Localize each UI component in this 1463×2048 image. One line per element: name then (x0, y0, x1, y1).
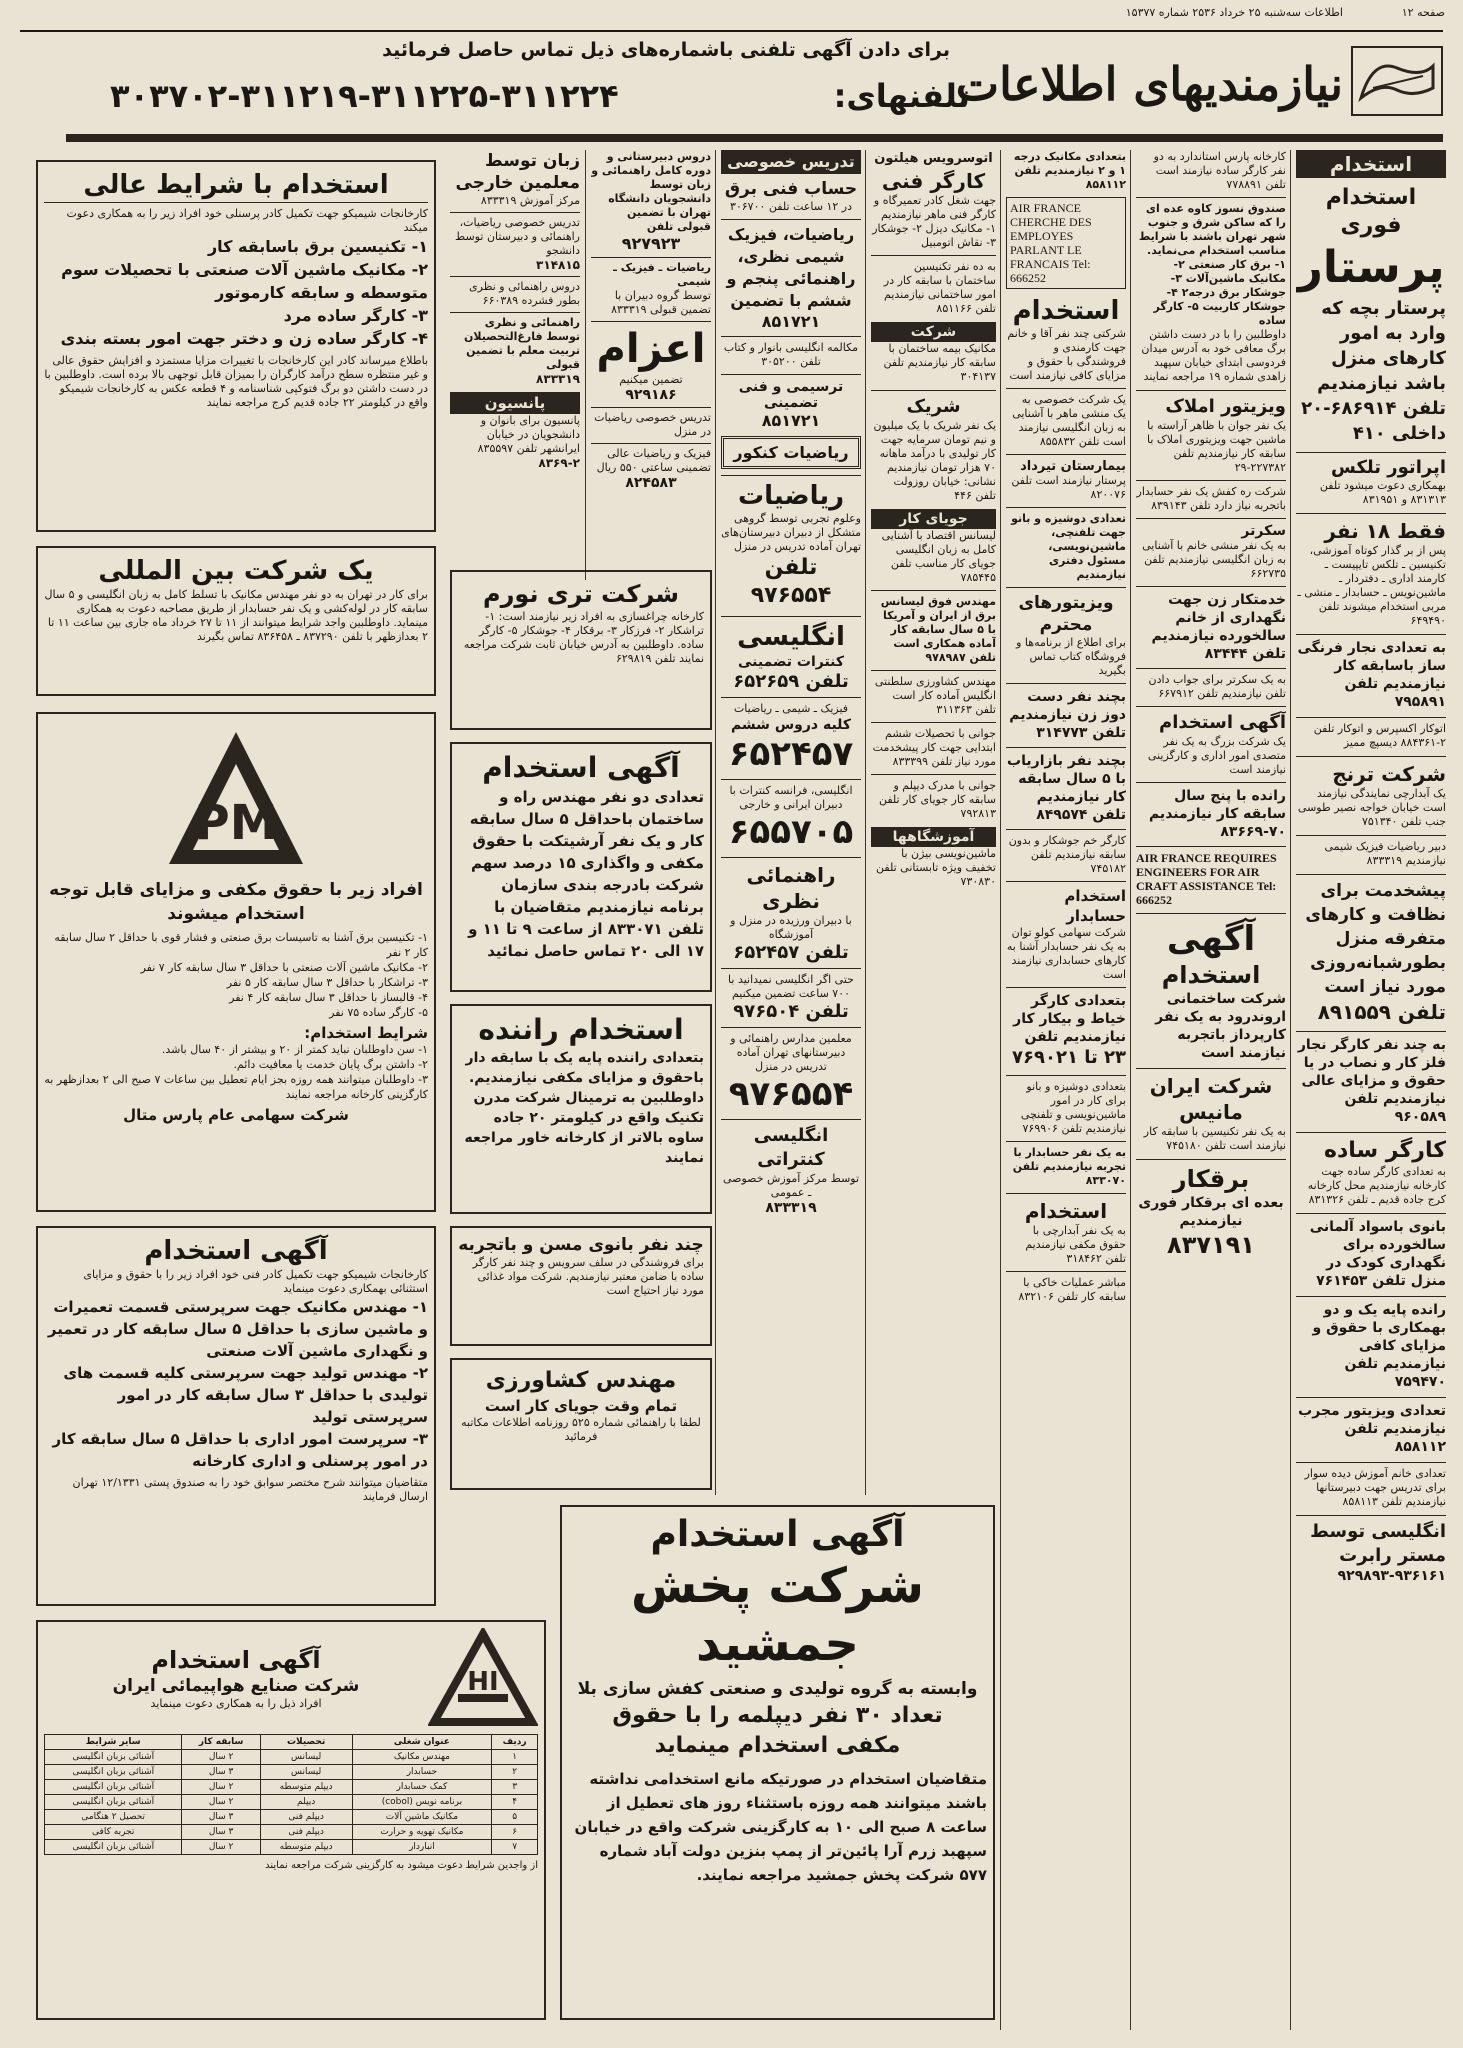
ad-physics-chem: فیزیک ـ شیمی ـ ریاضیات (721, 697, 861, 716)
ad-graduates-phone: ۸۳۳۳۱۹ (536, 372, 580, 386)
ad-highschool-phone: ۹۲۷۹۲۳ (621, 234, 681, 253)
ad-sixth-phone: ۶۵۲۴۵۷ (728, 734, 854, 774)
ad-jamshid-title2: شرکت پخش (631, 1558, 924, 1614)
ad-technicians: به ده نفر تکنیسین ساختمان با سابقه کار در امور ساختمانی نیازمندیم تلفن ۸۵۱۱۶۶ (871, 255, 996, 316)
table-cell: کمک حسابدار (352, 1780, 492, 1795)
table-cell: آشنائی بزبان انگلیسی (45, 1765, 182, 1780)
ad-700hours: حتی اگر انگلیسی نمیدانید با ۷۰۰ ساعت تضمین میکنیم (721, 968, 861, 1001)
ad-nurse-body: پرستار بچه که وارد به امور کار‌های منزل باشد نیازمندیم تلفن ۶۸۶۹۱۴-۲۰ داخلی ۴۱۰ (1301, 298, 1446, 444)
aircraft-logo-icon (428, 1628, 538, 1728)
table-cell: حسابدار (352, 1765, 492, 1780)
ad-realestate-body: یک نفر جوان با ظاهر آراسته با ماشین جهت ویزیتوری املاک با سابقه کار نیازمندیم تلفن ۲۲۷۳۸۲-۲۹ (1146, 419, 1286, 474)
ad-jamshid-line2: مکفی استخدام مینماید (654, 1733, 901, 1758)
ad-jamshid-line1: تعداد ۳۰ نفر دیپلمه را با حقوق (612, 1703, 943, 1728)
ad-aircraft-company: شرکت صنایع هواپیمائی ایران (112, 1676, 360, 1696)
table-cell: دیپلم متوسطه (260, 1840, 352, 1855)
ad-guidance-body: با دبیران ورزیده در منزل و آموزشگاه (730, 914, 852, 941)
masthead-phones (110, 72, 970, 122)
table-cell: ۵ (492, 1810, 538, 1825)
ad-private-secretary: یک شرکت خصوصی به یک منشی ماهر با آشنایی به زبان انگلیسی نیازمند است تلفن ۸۵۵۸۳۲ (1006, 388, 1126, 449)
ad-sewing-title: بتعدادی کارگر خیاط و بیکار کار نیازمندیم تلفن (1006, 987, 1126, 1046)
ad-ezam-body: تضمین میکنیم (619, 373, 683, 386)
ad-math-body: وعلوم تجربی توسط گروهی متشکل از دبیران دبیرستان‌های تهران آماده تدریس در منزل (721, 512, 861, 553)
ad-laborer-title: کارگر ساده (1296, 1132, 1446, 1165)
ad-private-math: تدریس خصوصی ریاضیات در منزل (591, 407, 711, 439)
ad-teachers: معلمین مدارس راهنمائی و دبیرستانهای تهران آماده تدریس در منزل (721, 1027, 861, 1074)
ad-pars-metal-list (44, 930, 428, 1020)
ad-kaveh-list: ۱- برق کار صنعتی ۲- مکانیک ماشین‌آلات ۳- جوشکار برق درجه۲ ۴- جوشکار کاربیت ۵- کارگر ساده (1153, 258, 1286, 327)
ad-hire-title: استخدام (1012, 296, 1120, 326)
ad-tailor: بچند نفر دست دوز زن نیازمندیم تلفن ۳۱۴۷۷۳ (1006, 683, 1126, 742)
table-header-cell: سابقه کار (182, 1735, 260, 1750)
ad-electric-math-title: حساب فنی برق (724, 179, 858, 199)
ad-teachers-phone: ۹۷۶۵۵۴ (728, 1074, 854, 1114)
ad-trinorm-title: شرکت تری نورم (482, 580, 679, 608)
table-cell: تحصیل ۲ هنگامی (45, 1810, 182, 1825)
ad-intensive: دروس راهنمائی و نظری بطور فشرده ۶۶۰۳۸۹ (450, 276, 580, 308)
list-item: ۲- مکانیک ماشین آلات صنعتی با تحصیلات سوم متوسطه و سابقه کارموتور (61, 260, 428, 302)
ad-accountant-title: استخدام حسابدار (1006, 881, 1126, 926)
ad-electrician-body: بعده ای برقکار فوری نیازمندیم (1138, 1195, 1284, 1229)
table-cell: ۳ (492, 1780, 538, 1795)
pm-logo-text: PM (194, 795, 278, 851)
ad-graduates: راهنمائی و نظری توسط فارغ‌التحصیلان تربیت معلم با تضمین قبولی (450, 312, 580, 372)
ad-company-header: شرکت (871, 322, 996, 342)
ad-visitor-body: تعدادی ویزیتور مجرب نیازمندیم تلفن ۸۵۸۱۱۲ (1296, 1397, 1446, 1456)
table-cell: لیسانس (260, 1765, 352, 1780)
ad-physics-hourly-phone: ۸۲۴۵۸۳ (625, 475, 677, 491)
ad-driver-title: استخدام راننده (478, 1013, 684, 1046)
ad-pars-metal-headline: افراد زیر با حقوق مکفی و مزایای قابل توجه استخدام میشوند (49, 880, 423, 924)
ad-nurse-big: پرستار (1297, 242, 1445, 293)
ad-driver-box-body: بتعدادی راننده پایه یک با سابقه دار باحقوق و مزایای مکفی نیازمندیم. داوطلبین به ترمینال شرکت مدرن تکنیک واقع در کیلومتر ۲۰ جاده ساوه بالاتر از کارخانه خاور مراجعه نمایند (464, 1050, 704, 1166)
ad-hospital-body: پرستار نیازمند است تلفن ۸۲۰۰۷۶ (1011, 474, 1126, 501)
ad-jamshid-body: متقاضیان استخدام در صورتیکه مانع استخدامی نداشته باشند میتوانند همه روزه باستثناء روز های تعطیل از ساعت ۸ صبح الی ۱۰ به کارگزینی شرکت واقع در خیابان سپهبد زرم آرا پائین‌تر از پمپ بنزین دولت آباد شماره ۵۷۷ شرکت پخش جمشید مراجعه نمایند. (574, 1770, 987, 1884)
ad-accountant-body: شرکت سهامی کولو توان به یک نفر حسابدار آشنا به کارهای حسابداری نیازمند است (1006, 926, 1126, 981)
ad-intl-company-title: یک شرکت بین المللی (98, 556, 374, 586)
column-1-header: استخدام (1296, 150, 1446, 178)
table-cell: ۲ سال (182, 1780, 260, 1795)
ad-hire2-body: به یک نفر آبدارچی با حقوق مکفی نیازمندیم تلفن ۳۱۸۴۶۲ (1025, 1224, 1126, 1265)
ad-english-contract-body: توسط مرکز آموزش خصوصی ـ عمومی (722, 1172, 860, 1199)
ad-pars-metal-footer: شرکت سهامی عام پارس متال (123, 1106, 349, 1124)
ad-shimiko-body: باطلاع میرساند کادر این کارخانجات با تغییرات مزایا مستمزد و افزایش حقوق عالی و غیر منتظره سطح درآمد کارگران را بمیزان قابل توجهی بالا برده است. داوطلبین با در دست داشتن دو برگ فتوکپی شناسنامه و ۴ قطعه عکس به کارخانجات شیمیکو واقع در کیلومتر ۲۲ جاده قدیم کرج مراجعه نمایند (44, 354, 428, 409)
ad-konkur-stamp: ریاضیات کنکور (721, 436, 861, 469)
col-rule-3 (1000, 150, 1001, 2030)
ad-18-title: فقط ۱۸ نفر (1296, 513, 1446, 544)
ad-hospital-title: بیمارستان تیرداد (1006, 454, 1126, 474)
table-cell: ۱ (492, 1750, 538, 1765)
ad-guidance-phone: تلفن ۶۵۲۴۵۷ (733, 942, 849, 963)
ad-engineers-title: آگهی استخدام (482, 751, 680, 784)
ad-pars-metal-cond-title: شرایط استخدام: (304, 1024, 428, 1042)
ad-jobseek-agri: مهندس کشاورزی سلطنتی انگلیس آماده کار است تلفن ۳۱۱۳۶۳ (871, 670, 996, 717)
table-cell: ۷ (492, 1840, 538, 1855)
ad-engineers-box (450, 742, 712, 992)
ad-robert-phone: ۹۲۹۸۹۳-۹۳۶۱۶۱ (1337, 1568, 1446, 1584)
ad-robert-title: انگلیسی توسط مستر رابرت (1296, 1515, 1446, 1568)
phones-label: تلفنهای: (833, 77, 970, 115)
ad-marketer: بچند نفر بازاریاب با ۵ سال سابقه کار نیازمندیم تلفن ۸۴۹۵۷۴ (1006, 747, 1126, 824)
ad-english-sub: کنترات تضمینی (737, 654, 845, 670)
ad-shimiko2-intro: کارخانجات شیمیکو جهت تکمیل کادر فنی خود افراد زیر را با حقوق و مزایای استثنائی بهمکاری دعوت مینماید (83, 1268, 428, 1295)
table-cell: مهندس مکانیک (352, 1750, 492, 1765)
ad-schools-header: آموزشگاهها (871, 827, 996, 847)
ad-aircraft-header (44, 1628, 538, 1728)
masthead-title: نیازمندیهای اطلاعات (955, 57, 1343, 111)
table-cell: آشنائی بزبان انگلیسی (45, 1780, 182, 1795)
ad-aircraft-box (36, 1620, 546, 2020)
list-item: ۲- داشتن برگ پایان خدمت یا معافیت دائم. (233, 1058, 428, 1071)
ad-math-phone: تلفن ۹۷۶۵۵۴ (750, 555, 832, 608)
ad-partner-title: شریک (871, 390, 996, 419)
ad-electrician-title: برقکار (1136, 1159, 1286, 1194)
ad-company-body: مکانیک بیمه ساختمان با سابقه کار نیازمندیم تلفن ۳۰۴۱۳۷ (883, 342, 996, 383)
ad-hire-body: شرکتی چند نفر آقا و خانم جهت کارمندی و فروشندگی با حقوق و مزایای کافی نیازمند است (1007, 327, 1126, 382)
ad-pension-header: پانسیون (450, 392, 580, 414)
top-bar (0, 6, 1463, 28)
ad-kaveh-body: داوطلبین را با در دست داشتن برگ معافی خود به آدرس میدان فردوسی ابتدای خیابان سپهبد زاهدی شماره ۱۹ مراجعه نمایند (1141, 328, 1286, 383)
ad-english-french-phone: ۶۵۵۷۰۵ (728, 812, 854, 852)
ad-schools-body: ماشین‌نویسی بیژن با تخفیف ویژه تابستانی تلفن ۷۳۰۸۳۰ (876, 847, 996, 888)
ad-maid-title: خدمتکار زن جهت نگهداری از خانم سالخورده نیازمندیم تلفن ۸۳۴۴۴ (1136, 586, 1286, 663)
list-item: ۱- مهندس مکانیک جهت سرپرستی قسمت تعمیرات و ماشین سازی با حداقل ۵ سال سابقه کار در تعمیر و نگهداری ماشین آلات صنعتی (47, 1298, 428, 1360)
ad-shimiko-list (44, 235, 428, 350)
ad-hilton-body: جهت شغل کادر تعمیرگاه و کارگر فنی ماهر نیازمندیم ۱- مکانیک دیزل ۲- جوشکار ۳- نقاش اتومبیل (872, 194, 996, 249)
ad-agri-engineer-body: لطفا با راهنمائی شماره ۵۲۵ روزنامه اطلاعات مکاتبه فرمائید (461, 1416, 701, 1443)
ad-agri-engineer-box (450, 1358, 712, 1490)
ad-manis-body: به یک نفر تکنیسین با سابقه کار نیازمند است تلفن ۷۴۵۱۸۰ (1143, 1125, 1286, 1152)
ad-pars-metal-conds (44, 1042, 428, 1102)
ad-urgent-title: استخدام فوری (1325, 185, 1417, 238)
ad-shimiko-intro: کارخانجات شیمیکو جهت تکمیل کادر پرسنلی خود افراد زیر را به همکاری دعوت میکند (66, 207, 428, 234)
ad-notice-title: آگهی (1136, 913, 1286, 960)
ad-kaveh-safe: صندوق نسوز کاوه عده ای را که ساکن شرق و جنوب شهر تهران باشند با شرایط مناسب استخدام می‌نماید. (1136, 197, 1286, 258)
ad-pension-body: پانسیون برای بانوان و دانشجویان در خیابان ایرانشهر تلفن ۸۳۵۵۹۷ (477, 414, 580, 455)
ad-700hours-phone: تلفن ۹۷۶۵۰۴ (733, 1001, 849, 1022)
ad-shimiko2-box (36, 1226, 436, 1606)
ad-agri-engineer-sub: تمام وقت جویای کار است (484, 1397, 678, 1415)
ad-mps-title: ریاضیات ـ فیزیک ـ شیمی (591, 257, 711, 289)
ad-jamshid-sub: وابسته به گروه تولیدی و صنعتی کفش سازی بلا (577, 1679, 978, 1699)
ad-trinorm-body: کارخانه چراغسازی به افراد زیر نیازمند است: ۱- تراشکار ۲- فرزکار ۳- برقکار ۴- جوشکار ۵- کارگر ساده. داوطلبین به آدرس خیابان ثابت شرکت مراجعه نمایند تلفن ۶۲۹۸۱۹ (463, 610, 704, 665)
ad-carpenter-body: به تعدادی نجار فرنگی ساز باسابقه کار نیازمندیم تلفن ۷۹۵۸۹۱ (1296, 634, 1446, 711)
table-header-cell: تحصیلات (260, 1735, 352, 1750)
page-number: صفحه ۱۲ (1401, 6, 1445, 19)
ad-guidance-title: راهنمائی نظری (721, 857, 861, 914)
col-rule-4 (865, 150, 866, 1495)
ad-hilton-sub: کارگر فنی (881, 169, 986, 193)
scroll-logo-icon (1353, 48, 1441, 114)
table-header-cell: سایر شرایط (45, 1735, 182, 1750)
ad-driver-body: رانده پایه یک و دو بهمکاری با حقوق و مزایای کافی نیازمندیم تلفن ۷۵۹۴۷۰ (1296, 1296, 1446, 1391)
ad-telex-title: اپراتور تلکس (1296, 452, 1446, 479)
ad-airfrance-en: AIR FRANCE REQUIRES ENGINEERS FOR AIR CRAFT ASSISTANCE Tel: 666252 (1136, 846, 1286, 907)
ad-18-body: پس از بر گذار کوتاه آموزشی، تکنیسین ـ تلکس تایپیست ـ کارمند اداری ـ دفتردار ـ ماشین‌نویس ـ حسابدار ـ منشی ـ مربی استخدام میشوند تلفن ۶۴۹۴۹۰ (1297, 544, 1446, 627)
column-1 (1296, 150, 1446, 2030)
table-cell: مکانیک تهویه و حرارت (352, 1825, 492, 1840)
ad-hilton-title: اتوسرویس هیلتون (874, 151, 993, 166)
table-header-row (45, 1735, 538, 1750)
list-item: ۳- داوطلبان میتوانند همه روزه بجز ایام تعطیل بین ساعات ۷ صبح الی ۲ بعدازظهر به کارگزینی کارخانه مراجعه نمایند (44, 1073, 428, 1101)
ad-metalworker-body: به چند نفر کارگر نجار فلز کار و نصاب در یا حقوق و مزایای عالی نیازمندیم تلفن ۹۶۰۵۸۹ (1296, 1031, 1446, 1126)
ad-servant-phone: تلفن ۸۹۱۵۵۹ (1317, 1000, 1446, 1024)
table-cell: آشنائی بزبان انگلیسی (45, 1840, 182, 1855)
ad-english-title: انگلیسی (721, 616, 861, 653)
ad-toranj-title: شرکت ترنج (1296, 756, 1446, 787)
top-rule (20, 30, 1443, 32)
table-row (45, 1780, 538, 1795)
issue-info: اطلاعات سه‌شنبه ۲۵ خرداد ۲۵۳۶ شماره ۱۵۳۷۷ (1125, 6, 1343, 19)
list-item: ۴- قالبساز با حداقل ۳ سال سابقه کار ۴ نفر (229, 991, 428, 1004)
list-item: ۳- سرپرست امور اداری با حداقل ۵ سال سابقه کار در امور پرسنلی و اداری کارخانه (52, 1430, 428, 1470)
ad-shimiko2-footer: متقاضیان میتوانند شرح مختصر سوابق خود را به صندوق پستی ۱۲/۱۳۳۱ تهران ارسال فرمایند (72, 1476, 428, 1503)
ad-jobseek-engineer: مهندس فوق لیسانس برق از ایران و آمریکا با ۵ سال سابقه کار آماده همکاری است تلفن ۹۷۸۹۸۷ (871, 590, 996, 665)
table-cell: ۳ سال (182, 1825, 260, 1840)
ad-servant-title: پیشخدمت برای نظافت و کارهای متفرقه منزل بطورشبانه‌روزی مورد نیاز است (1296, 874, 1446, 999)
column-2 (1136, 150, 1286, 2030)
ad-jobseek-header: جویای کار (871, 509, 996, 529)
ad-teacher-body: دبیر ریاضیات فیزیک شیمی نیازمندیم ۸۳۳۳۱۹ (1296, 835, 1446, 868)
table-cell: مکانیک ماشین آلات (352, 1810, 492, 1825)
ad-young-women: بتعدادی دوشیزه و بانو برای کار در امور ماشین‌نویسی و تلفنچی نیازمندیم تلفن ۷۶۹۹۰۶ (1006, 1075, 1126, 1136)
ad-hiring-title: آگهی استخدام (1136, 706, 1286, 735)
col-rule-2 (1130, 150, 1131, 2030)
table-cell: ۶ (492, 1825, 538, 1840)
ad-sixth-grade: کلیه دروس ششم (730, 717, 852, 733)
col-rule-6 (585, 150, 586, 580)
list-item: ۴- کارگر ساده زن و دختر جهت امور بسته بندی (60, 329, 428, 348)
ad-partner-body: یک نفر شریک با یک میلیون و نیم تومان سرمایه جهت کار تولیدی با درآمد ماهانه ۷۰ هزار تومان نیازمندیم نشانی: خیابان روزولت تلفن ۴۴۶ (873, 419, 996, 502)
ad-foreign-teachers-title: زبان توسط معلمین خارجی (455, 151, 580, 193)
table-header-cell: ردیف (492, 1735, 538, 1750)
ad-hire2-title: استخدام (1006, 1193, 1126, 1224)
ad-pars-metal-box (36, 712, 436, 1212)
col-rule-1 (1290, 150, 1291, 2030)
ad-electrician-phone: ۸۳۷۱۹۱ (1167, 1231, 1255, 1259)
list-item: ۳- تراشکار با حداقل ۳ سال سابقه کار ۵ نفر (226, 976, 428, 989)
table-row (45, 1795, 538, 1810)
ad-manis-title: شرکت ایران مانیس (1136, 1068, 1286, 1125)
ad-elderly-women-body: برای فروشندگی در سلف سرویس و چند نفر کارگر ساده با ضامن معتبر نیازمندیم. شرکت مواد غذائی مورد نیاز احتیاج است (472, 1256, 704, 1297)
ad-drafting-phone: ۸۵۱۷۲۱ (761, 411, 821, 430)
ad-shimiko-title: استخدام با شرایط عالی (44, 168, 428, 203)
ad-notice-sub: استخدام (1161, 961, 1261, 989)
masthead (20, 36, 1443, 132)
pars-metal-logo (161, 724, 311, 874)
table-row (45, 1750, 538, 1765)
ad-aircraft-table (44, 1734, 538, 1855)
column-6 (591, 150, 711, 580)
ad-nanny-body: بانوی باسواد آلمانی سالخورده برای نگهداری کودک در منزل تلفن ۷۶۱۴۵۳ (1296, 1213, 1446, 1290)
ad-foreign-teachers-body: مرکز آموزش ۸۳۳۳۱۹ (480, 194, 580, 207)
table-row (45, 1810, 538, 1825)
ad-ezam-title: اعزام (591, 321, 711, 373)
ad-jobseek-diploma: جوانی با مدرک دیپلم و سابقه کار جویای کار تلفن ۷۹۲۸۱۳ (871, 774, 996, 821)
ad-autocar-body: اتوکار اکسپرس و اتوکار تلفن ۲-۸۸۴۳۶۱ دیسپچ ممیز (1296, 717, 1446, 750)
ad-aircraft-intro: افراد ذیل را به همکاری دعوت مینماید (150, 1697, 322, 1710)
table-cell: تجربه کافی (45, 1825, 182, 1840)
table-cell: برنامه نویس (cobol) (352, 1795, 492, 1810)
table-cell: ۲ سال (182, 1795, 260, 1810)
ad-shimiko-box (36, 160, 436, 532)
col-rule-5 (715, 150, 716, 1495)
list-item: ۵- کارگر ساده ۷۵ نفر (329, 1006, 428, 1019)
ad-english-contract-title: انگلیسی کنتراتی (721, 1119, 861, 1172)
pm-logo-icon (161, 724, 311, 874)
table-cell: دیپلم متوسطه (260, 1780, 352, 1795)
ad-math-physics-title: ریاضیات، فیزیک شیمی نظری، راهنمائی پنجم و ششم با تضمین (721, 219, 861, 312)
ad-secretary-title: سکرتر (1136, 518, 1286, 539)
ad-physics-hourly: فیزیک و ریاضیات عالی تضمینی ساعتی ۵۵۰ ریال (591, 443, 711, 475)
ad-aircraft-footer: از واجدین شرایط دعوت میشود به کارگزینی شرکت مراجعه نمایند (265, 1860, 538, 1871)
table-row (45, 1765, 538, 1780)
ad-jobseek-waiter: جوانی با تحصیلات ششم ابتدایی جهت کار پیشخدمت مورد نیاز تلفن ۸۳۳۳۹۹ (871, 722, 996, 769)
table-cell: ۲ سال (182, 1840, 260, 1855)
ad-pars-standard: کارخانه پارس استاندارد به دو نفر کارگر ساده نیازمند است تلفن ۷۷۸۸۹۱ (1153, 150, 1286, 191)
table-cell: ۳ سال (182, 1765, 260, 1780)
ad-phone-secretary: به یک سکرتر برای جواب دادن تلفن نیازمندیم تلفن ۶۶۷۹۱۲ (1136, 668, 1286, 701)
ad-secretary-body: به یک نفر منشی خانم با آشنایی به زبان انگلیسی نیازمندیم تلفن ۶۶۲۷۳۵ (1142, 539, 1286, 580)
ad-ezam-phone: ۹۲۹۱۸۶ (625, 387, 677, 403)
table-cell: ۲ سال (182, 1750, 260, 1765)
list-item: ۱- تکنیسین برق باسابقه کار (207, 237, 428, 256)
ad-jamshid-title3: جمشید (696, 1616, 859, 1672)
table-cell: انباردار (352, 1840, 492, 1855)
ad-driver-box (450, 1004, 712, 1214)
ad-intl-company-body: برای کار در تهران به دو نفر مهندس مکانیک با تسلط کامل به زبان انگلیسی و ۵ سال سابقه کار در لوله‌کشی و یک نفر حسابدار از طریق مصاحبه دعوت به همکاری مینماید. داوطلبین واجد شرایط میتوانند از ۱۱ تا ۲۷ خرداد ماه جاری بین ساعت ۱۱ تا ۲ بعدازظهر با تلفن ۸۳۷۲۹۰ ـ ۸۳۶۴۵۸ تماس بگیرند (44, 588, 428, 643)
ad-visitors-body: برای اطلاع از برنامه‌ها و فروشگاه کتاب تماس بگیرید (1016, 636, 1126, 677)
table-cell: دیپلم فنی (260, 1810, 352, 1825)
column-3 (1006, 150, 1126, 2030)
table-cell: ۲ (492, 1765, 538, 1780)
ad-elderly-women-title: چند نفر بانوی مسن و باتجربه (458, 1235, 704, 1255)
ad-shoe-accountant: شرکت ره کفش یک نفر حسابدار باتجربه نیاز دارد تلفن ۸۳۹۱۴۳ (1136, 480, 1286, 513)
table-cell: آشنائی بزبان انگلیسی (45, 1750, 182, 1765)
table-cell: ۴ (492, 1795, 538, 1810)
ad-shimiko2-list (44, 1296, 428, 1472)
ad-jobseek-economics: لیسانس اقتصاد با آشنایی کامل به زبان انگلیسی جویای کار مناسب تلفن ۷۸۵۴۴۵ (881, 529, 996, 584)
ad-math-title: ریاضیات (721, 475, 861, 512)
ad-jamshid-box (560, 1505, 995, 2020)
ad-highschool-title: دروس دبیرستانی و دوره کامل راهنمائی و زبان توسط دانشجویان دانشگاه تهران با تضمین قبولی تلفن (591, 150, 711, 233)
table-row (45, 1825, 538, 1840)
ad-drafting-title: ترسیمی و فنی تضمینی (721, 374, 861, 411)
masthead-notice: برای دادن آگهی تلفنی باشماره‌های ذیل تماس حاصل فرمائید (382, 39, 950, 61)
ad-pension-phone: ۸۳۶۹-۲ (538, 456, 580, 470)
table-cell: دیپلم (260, 1795, 352, 1810)
ad-english-tape: مکالمه انگلیسی بانوار و کتاب تلفن ۳۰۵۲۰۰ (721, 336, 861, 369)
table-header-cell: عنوان شغلی (352, 1735, 492, 1750)
list-item: ۲- مکانیک ماشین آلات صنعتی با حداقل ۳ سال سابقه کار ۷ نفر (140, 961, 428, 974)
ad-electric-math-body: در ۱۲ ساعت تلفن ۳۰۶۷۰۰ (729, 200, 853, 213)
ad-math-physics-phone: ۸۵۱۷۲۱ (761, 312, 821, 331)
ad-toranj-body: یک آبدارچی نمایندگی نیازمند است خیابان خواجه نصیر طوسی جنب تلفن ۷۵۱۳۴۰ (1297, 787, 1446, 828)
list-item: ۱- تکنیسین برق آشنا به تاسیسات برق صنعتی و فشار قوی با حداقل ۲ سال سابقه کار ۲ نفر (54, 931, 428, 959)
table-body (45, 1750, 538, 1855)
list-item: ۱- سن داوطلبان نباید کمتر از ۲۰ و بیشتر از ۴۰ سال باشد. (161, 1043, 428, 1056)
table-cell: لیسانس (260, 1750, 352, 1765)
ad-agri-engineer-title: مهندس کشاورزی (485, 1368, 677, 1393)
ad-typists: تعدادی دوشیزه و بانو جهت تلفنچی، ماشین‌نویسی، مسئول دفتری نیازمندیم (1006, 507, 1126, 582)
ad-airfrance-fr: AIR FRANCE CHERCHE DES EMPLOYES PARLANT LE FRANCAIS Tel: 666252 (1006, 197, 1126, 289)
ad-laborer-body: به تعدادی کارگر ساده جهت کارخانه نیازمندیم محل کارخانه کرج جاده قدیم ـ تلفن ۸۳۱۳۲۶ (1307, 1165, 1446, 1206)
table-cell: ۳ سال (182, 1810, 260, 1825)
masthead-rule (66, 134, 1443, 142)
ad-sewing-phone: ۲۳ تا ۷۶۹۰۲۱ (1012, 1047, 1126, 1068)
table-row (45, 1840, 538, 1855)
phones-numbers: ۳۰۳۷۰۲-۳۱۱۲۱۹-۳۱۱۲۲۵-۳۱۱۲۲۴ (110, 77, 619, 115)
ad-driver5: رانده با پنج سال سابقه کار نیازمندیم ۷۰-۸۳۶۶۹ (1136, 782, 1286, 841)
column-4 (871, 150, 996, 1490)
list-item: ۲- مهندس تولید جهت سرپرستی کلیه قسمت های تولیدی با حداقل ۳ سال سابقه کار در امور سرپرستی تولید (63, 1364, 428, 1426)
table-cell: آشنائی بزبان انگلیسی (45, 1795, 182, 1810)
ad-aircraft-title: آگهی استخدام (151, 1646, 321, 1674)
table-cell: دیپلم فنی (260, 1825, 352, 1840)
ad-engineers-body: تعدادی دو نفر مهندس راه و ساختمان باحداقل ۵ سال سابقه کار و یک نفر آرشیتکت با حقوق مکفی و واگذاری ۱۵ درصد سهم شرکت بادرجه بندی سازمان برنامه نیازمندیم متقاضیان با تلفن ۸۳۳۰۷۱ از ساعت ۹ تا ۱۱ و ۱۷ الی ۲۰ تماس حاصل نمائید (468, 788, 704, 960)
ad-english-contract-phone: ۸۳۳۳۱۹ (765, 1200, 817, 1216)
ad-earthwork: مباشر عملیات خاکی با سابقه کار تلفن ۸۳۲۱۰۶ (1006, 1271, 1126, 1304)
ad-student-tutor-phone: ۳۱۴۸۱۵ (536, 258, 580, 272)
list-item: ۳- کارگر ساده مرد (283, 306, 428, 325)
ad-elderly-women-box (450, 1226, 712, 1346)
aircraft-logo (428, 1628, 538, 1728)
ad-arvandrud-body: شرکت ساختمانی اروندرود به یک نفر کارپرداز باتجربه نیازمند است (1155, 991, 1286, 1061)
ad-shimiko2-title: آگهی استخدام (144, 1236, 328, 1266)
ad-welder: کارگر خم جوشکار و بدون سابقه نیازمندیم تلفن ۷۴۵۱۸۲ (1006, 829, 1126, 876)
ad-women-body: تعدادی خانم آموزش دیده سوار برای تدریس جهت دبیرستانها نیازمندیم تلفن ۸۵۸۱۱۳ (1296, 1462, 1446, 1509)
aircraft-logo-text: HI (467, 1667, 499, 1697)
ad-english-french: انگلیسی، فرانسه کنترات با دبیران ایرانی و خارجی (721, 779, 861, 812)
ad-student-tutor: تدریس خصوصی ریاضیات، راهنمائی و دبیرستان توسط دانشجو (450, 212, 580, 258)
ad-telex-body: بهمکاری دعوت میشود تلفن ۸۳۱۳۱۳ و ۸۳۱۹۵۱ (1319, 479, 1446, 506)
column-5 (721, 150, 861, 1490)
ad-english-phone: تلفن ۶۵۲۶۵۹ (733, 671, 849, 692)
ad-hiring-body: یک شرکت بزرگ به یک نفر متصدی امور اداری و کارگزینی نیازمند است (1147, 735, 1286, 776)
ad-accountant2: به یک نفر حسابدار با تجربه نیازمندیم تلفن ۸۳۳۰۷۰ (1006, 1141, 1126, 1188)
ad-mechanic: بتعدادی مکانیک درجه ۱ و ۲ نیازمندیم تلفن ۸۵۸۱۱۲ (1013, 150, 1126, 191)
ad-visitors-title: ویزیتور‌های محترم (1006, 587, 1126, 636)
ad-trinorm-box (450, 570, 712, 730)
ad-intl-company-box (36, 546, 436, 696)
column-7 (450, 150, 580, 580)
ad-realestate-title: ویزیتور املاک (1136, 390, 1286, 419)
masthead-logo (1351, 46, 1443, 116)
column-5-header: تدریس خصوصی (721, 150, 861, 174)
ad-jamshid-title1: آگهی استخدام (650, 1514, 905, 1555)
ad-mps-body: توسط گروه دبیران با تضمین قبولی ۸۳۳۳۱۹ (611, 289, 711, 316)
